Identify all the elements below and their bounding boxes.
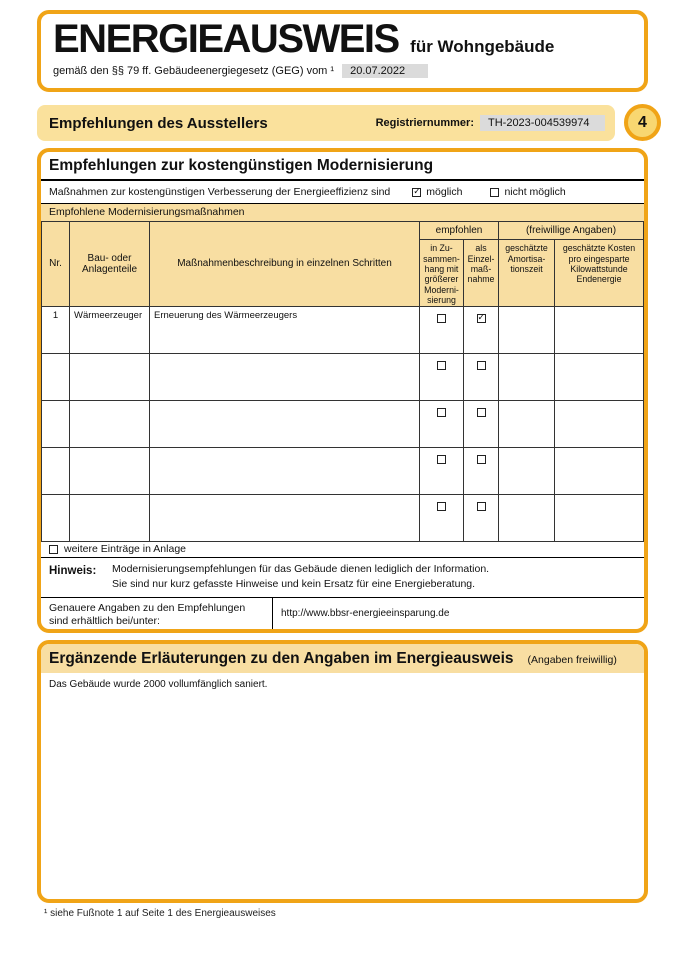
registry-number-label: Registriernummer: bbox=[375, 117, 474, 129]
details-row bbox=[41, 598, 644, 629]
law-date-value: 20.07.2022 bbox=[342, 64, 428, 78]
explanations-content: Das Gebäude wurde 2000 vollumfänglich saniert. bbox=[49, 679, 268, 690]
row-component bbox=[70, 494, 150, 541]
recommendations-title: Empfehlungen zur kostengünstigen Modernisierung bbox=[41, 152, 644, 181]
more-entries-label: weitere Einträge in Anlage bbox=[64, 543, 186, 556]
row-with-modernisation-cell bbox=[420, 400, 464, 447]
efficiency-statement-row bbox=[41, 181, 644, 204]
column-component: Bau- oder Anlagenteile bbox=[70, 222, 150, 306]
column-costs: geschätzte Kosten pro eingesparte Kilowattstunde Endenergie bbox=[555, 240, 644, 306]
document-subtitle: für Wohngebäude bbox=[410, 37, 555, 56]
explanations-header bbox=[41, 644, 644, 673]
single-measure-checkbox[interactable] bbox=[477, 361, 486, 370]
row-single-measure-cell bbox=[464, 494, 499, 541]
recommendations-section bbox=[37, 148, 648, 633]
row-component bbox=[70, 447, 150, 494]
with-modernisation-checkbox[interactable] bbox=[437, 502, 446, 511]
modernisation-table bbox=[41, 221, 644, 541]
row-nr bbox=[42, 494, 70, 541]
row-costs bbox=[555, 400, 644, 447]
row-with-modernisation-cell bbox=[420, 494, 464, 541]
row-description: Erneuerung des Wärmeerzeugers bbox=[150, 306, 420, 353]
table-row bbox=[42, 353, 644, 400]
with-modernisation-checkbox[interactable] bbox=[437, 455, 446, 464]
page-number: 4 bbox=[638, 113, 647, 131]
note-line-2: Sie sind nur kurz gefasste Hinweise und kein Ersatz für eine Energieberatung. bbox=[112, 577, 476, 590]
row-single-measure-cell bbox=[464, 353, 499, 400]
not-possible-checkbox[interactable] bbox=[490, 188, 499, 197]
note-line-1: Modernisierungsempfehlungen für das Gebäude dienen lediglich der Information. bbox=[112, 563, 490, 576]
single-measure-checkbox[interactable] bbox=[477, 502, 486, 511]
row-description bbox=[150, 494, 420, 541]
column-nr: Nr. bbox=[42, 222, 70, 306]
column-amortisation: geschätzte Amortisa- tionszeit bbox=[499, 240, 555, 306]
row-component: Wärmeerzeuger bbox=[70, 306, 150, 353]
more-entries-checkbox[interactable] bbox=[49, 545, 58, 554]
row-nr bbox=[42, 447, 70, 494]
section-banner bbox=[37, 105, 615, 141]
table-row bbox=[42, 400, 644, 447]
explanations-section bbox=[37, 640, 648, 903]
row-description bbox=[150, 400, 420, 447]
row-description bbox=[150, 447, 420, 494]
row-amortisation bbox=[499, 447, 555, 494]
table-row bbox=[42, 447, 644, 494]
law-reference-line bbox=[53, 64, 634, 78]
with-modernisation-checkbox[interactable] bbox=[437, 408, 446, 417]
table-row bbox=[42, 494, 644, 541]
note-label: Hinweis: bbox=[49, 565, 97, 578]
option-not-possible bbox=[490, 186, 565, 198]
single-measure-checkbox[interactable] bbox=[477, 455, 486, 464]
with-modernisation-checkbox[interactable] bbox=[437, 361, 446, 370]
page-footnote: ¹ siehe Fußnote 1 auf Seite 1 des Energieausweises bbox=[44, 908, 276, 919]
row-amortisation bbox=[499, 494, 555, 541]
row-component bbox=[70, 353, 150, 400]
document-title: ENERGIEAUSWEIS bbox=[53, 17, 399, 61]
row-costs bbox=[555, 306, 644, 353]
row-costs bbox=[555, 447, 644, 494]
row-amortisation bbox=[499, 400, 555, 447]
row-nr bbox=[42, 353, 70, 400]
row-amortisation bbox=[499, 306, 555, 353]
efficiency-statement: Maßnahmen zur kostengünstigen Verbesserung der Energieeffizienz sind bbox=[49, 186, 391, 199]
possible-label: möglich bbox=[426, 186, 463, 199]
row-with-modernisation-cell bbox=[420, 353, 464, 400]
row-single-measure-cell bbox=[464, 447, 499, 494]
details-url-link[interactable]: http://www.bbsr-energieeinsparung.de bbox=[281, 607, 450, 619]
single-measure-checkbox[interactable] bbox=[477, 314, 486, 323]
row-single-measure-cell bbox=[464, 400, 499, 447]
note-row bbox=[41, 558, 644, 597]
group-voluntary: (freiwillige Angaben) bbox=[499, 222, 644, 240]
not-possible-label: nicht möglich bbox=[504, 186, 566, 199]
row-costs bbox=[555, 494, 644, 541]
row-costs bbox=[555, 353, 644, 400]
title-line bbox=[53, 17, 634, 62]
table-caption: Empfohlene Modernisierungsmaßnahmen bbox=[41, 204, 644, 221]
details-label: Genauere Angaben zu den Empfehlungen sind erhältlich bei/unter: bbox=[41, 598, 273, 629]
single-measure-checkbox[interactable] bbox=[477, 408, 486, 417]
document-header bbox=[37, 10, 648, 92]
more-entries-row bbox=[41, 542, 644, 559]
law-reference-text: gemäß den §§ 79 ff. Gebäudeenergiegesetz (GEG) vom ¹ bbox=[53, 65, 335, 77]
note-text bbox=[112, 562, 489, 596]
explanations-title: Ergänzende Erläuterungen zu den Angaben im Energieausweis bbox=[49, 650, 514, 667]
group-recommended: empfohlen bbox=[420, 222, 499, 240]
explanations-title-suffix: (Angaben freiwillig) bbox=[527, 654, 617, 666]
registry-number-value: TH-2023-004539974 bbox=[480, 115, 605, 131]
column-with-modernisation: in Zu- sammen- hang mit größerer Moderni- sierung bbox=[420, 240, 464, 306]
banner-title: Empfehlungen des Ausstellers bbox=[49, 114, 268, 132]
row-component bbox=[70, 400, 150, 447]
row-nr: 1 bbox=[42, 306, 70, 353]
with-modernisation-checkbox[interactable] bbox=[437, 314, 446, 323]
row-amortisation bbox=[499, 353, 555, 400]
row-with-modernisation-cell bbox=[420, 447, 464, 494]
row-nr bbox=[42, 400, 70, 447]
column-single-measure: als Einzel- maß- nahme bbox=[464, 240, 499, 306]
option-possible bbox=[412, 186, 462, 198]
possible-checkbox[interactable] bbox=[412, 188, 421, 197]
page-number-badge bbox=[624, 104, 661, 141]
details-value-cell bbox=[273, 598, 644, 629]
column-description: Maßnahmenbeschreibung in einzelnen Schritten bbox=[150, 222, 420, 306]
table-row bbox=[42, 306, 644, 353]
row-single-measure-cell bbox=[464, 306, 499, 353]
row-description bbox=[150, 353, 420, 400]
row-with-modernisation-cell bbox=[420, 306, 464, 353]
table-header bbox=[42, 222, 644, 306]
